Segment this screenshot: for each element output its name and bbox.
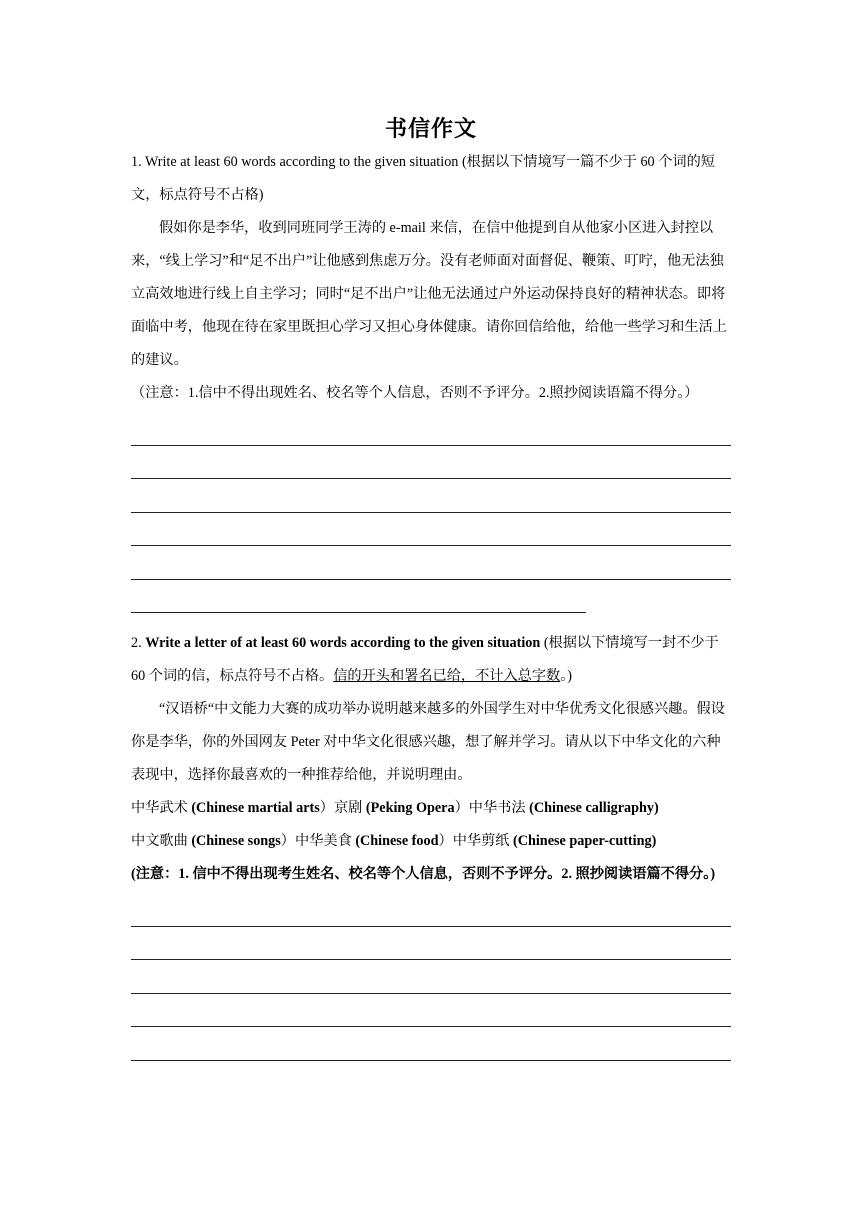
- q2-answer-lines[interactable]: [131, 893, 731, 1061]
- q1-answer-lines[interactable]: [131, 412, 731, 613]
- q1-instruction-cn: (根据以下情境写一篇不少于 60 个词的短文，标点符号不占格): [131, 154, 715, 203]
- answer-line[interactable]: [131, 893, 731, 927]
- q1-instruction-en: Write at least 60 words according to the given situation: [144, 154, 459, 170]
- q2-instruction: 2. Write a letter of at least 60 words according to the given situation (根据以下情境写一封不少于 60 个词的信，标点符号不占格。信的开头和署名已给，不计入总字数。): [131, 635, 719, 684]
- answer-line[interactable]: [131, 994, 731, 1028]
- q2-situation: “汉语桥“中文能力大赛的成功举办说明越来越多的外国学生对中华优秀文化很感兴趣。假设你是李华，你的外国网友 Peter 对中华文化很感兴趣，想了解并学习。请从以下中华文化的六种表现中，选择你最喜欢的一种推荐给他，并说明理由。: [131, 701, 725, 783]
- q2-instruction-underlined: 信的开头和署名已给，不计入总字数: [333, 668, 561, 684]
- q2-instruction-en: Write a letter of at least 60 words according to the given situation: [145, 635, 541, 651]
- option-separator: ）: [454, 800, 469, 816]
- option-cn: 中华武术: [131, 800, 188, 816]
- option-separator: ）: [438, 833, 453, 849]
- q1-number: 1: [131, 154, 139, 170]
- option-en: (Peking Opera: [365, 800, 455, 816]
- question-1: [131, 146, 731, 613]
- q2-options-line-1: [131, 792, 731, 825]
- answer-line[interactable]: [131, 546, 731, 580]
- question-2: [131, 627, 731, 1061]
- document-page: [131, 112, 731, 1061]
- answer-line[interactable]: [131, 960, 731, 994]
- answer-line[interactable]: [131, 580, 586, 614]
- option-en: (Chinese food: [355, 833, 439, 849]
- option-cn: 中华剪纸: [452, 833, 510, 849]
- q2-number: 2: [131, 635, 139, 651]
- answer-line[interactable]: [131, 513, 731, 547]
- option-en: (Chinese martial arts: [191, 800, 320, 816]
- answer-line[interactable]: [131, 479, 731, 513]
- option-cn: 中文歌曲: [131, 833, 188, 849]
- option-cn: 京剧: [333, 800, 363, 816]
- answer-line[interactable]: [131, 446, 731, 480]
- q2-instruction-end: 。): [560, 668, 573, 684]
- option-cn: 中华书法: [468, 800, 526, 816]
- option-en: (Chinese calligraphy): [529, 800, 659, 816]
- q1-instruction: 1. Write at least 60 words according to the given situation (根据以下情境写一篇不少于 60 个词的短文，标点符号不占格): [131, 154, 715, 203]
- option-separator: ）: [280, 833, 295, 849]
- q1-situation: 假如你是李华，收到同班同学王涛的 e-mail 来信，在信中他提到自从他家小区进入封控以来，“线上学习”和“足不出户”让他感到焦虑万分。没有老师面对面督促、鞭策、叮咛，他无法独立高效地进行线上自主学习；同时“足不出户”让他无法通过户外运动保持良好的精神状态。即将面临中考，他现在待在家里既担心学习又担心身体健康。请你回信给他，给他一些学习和生活上的建议。: [131, 220, 727, 368]
- answer-line[interactable]: [131, 1027, 731, 1061]
- option-separator: ）: [319, 800, 334, 816]
- q2-options-line-2: [131, 825, 731, 858]
- answer-line[interactable]: [131, 927, 731, 961]
- option-en: (Chinese paper-cutting): [513, 833, 657, 849]
- page-title: 书信作文: [384, 116, 477, 142]
- q2-note: (注意：1. 信中不得出现考生姓名、校名等个人信息，否则不予评分。2. 照抄阅读语篇不得分。): [131, 866, 716, 882]
- q2-instruction-cn: (根据以下情境写一封不少于 60 个词的信，标点符号不占格。: [131, 635, 719, 684]
- option-en: (Chinese songs: [191, 833, 281, 849]
- q1-note: （注意：1.信中不得出现姓名、校名等个人信息，否则不予评分。2.照抄阅读语篇不得分。）: [131, 385, 699, 401]
- answer-line[interactable]: [131, 412, 731, 446]
- option-cn: 中华美食: [295, 833, 352, 849]
